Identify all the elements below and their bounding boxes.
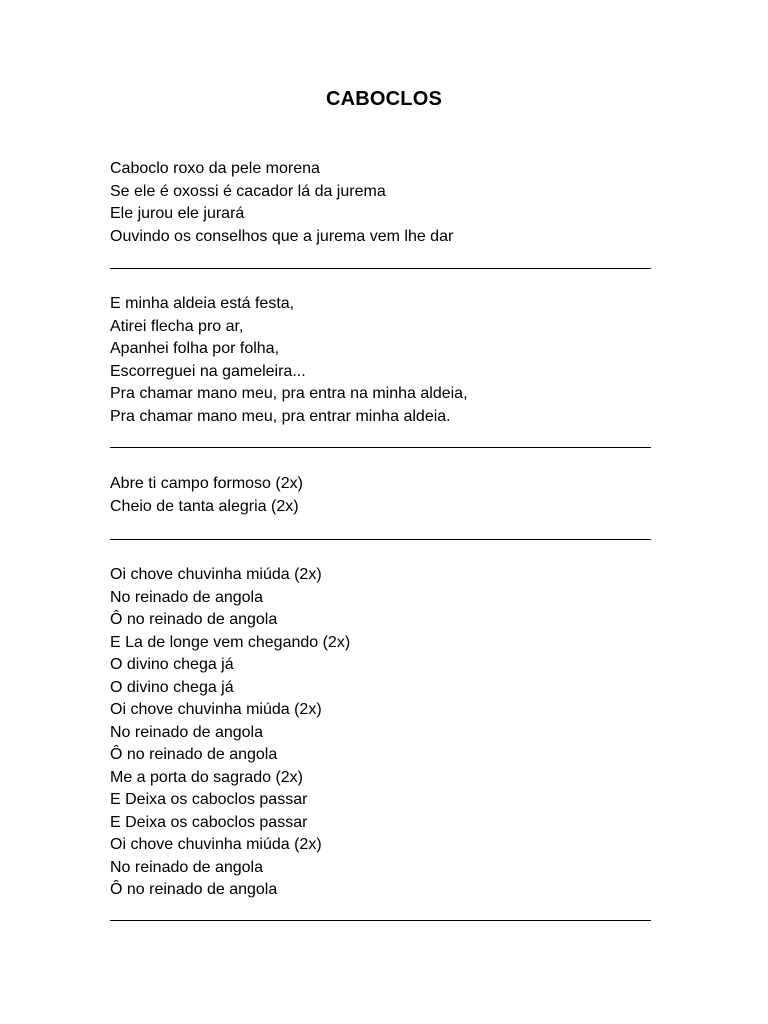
lyric-line: Atirei flecha pro ar, — [110, 317, 244, 335]
lyric-line: Me a porta do sagrado (2x) — [110, 768, 303, 786]
lyric-line: No reinado de angola — [110, 858, 264, 876]
stanza-1 — [110, 158, 670, 248]
lyric-line: Pra chamar mano meu, pra entrar minha aldeia. — [110, 407, 451, 425]
lyric-line: No reinado de angola — [110, 588, 264, 606]
section-divider — [110, 447, 651, 448]
section-divider — [110, 539, 651, 540]
lyric-line: O divino chega já — [110, 656, 234, 673]
lyric-line: Ouvindo os conselhos que a jurema vem lhe dar — [110, 227, 454, 245]
lyric-line: Caboclo roxo da pele morena — [110, 160, 320, 177]
lyric-line: Oi chove chuvinha miúda (2x) — [110, 701, 322, 718]
stanza-2 — [110, 293, 670, 428]
lyric-line: Ô no reinado de angola — [110, 611, 278, 628]
document-title: CABOCLOS — [325, 88, 443, 110]
lyric-line: Abre ti campo formoso (2x) — [110, 475, 303, 492]
lyric-line: E Deixa os caboclos passar — [110, 791, 308, 808]
lyric-line: No reinado de angola — [110, 723, 264, 741]
lyric-line: Escorreguei na gameleira... — [110, 362, 306, 380]
lyric-line: Cheio de tanta alegria (2x) — [110, 497, 299, 515]
lyric-line: Ele jurou ele jurará — [110, 205, 245, 222]
section-divider — [110, 268, 651, 269]
lyric-line: E minha aldeia está festa, — [110, 295, 295, 312]
lyric-line: Ô no reinado de angola — [110, 881, 278, 898]
lyric-line: Ô no reinado de angola — [110, 746, 278, 763]
stanza-4 — [110, 564, 670, 902]
lyric-line: Oi chove chuvinha miúda (2x) — [110, 566, 322, 583]
lyric-line: E Deixa os caboclos passar — [110, 813, 308, 831]
stanza-3 — [110, 473, 670, 518]
lyric-line: O divino chega já — [110, 678, 234, 696]
lyric-line: Apanhei folha por folha, — [110, 340, 280, 357]
section-divider — [110, 920, 651, 921]
lyric-line: Se ele é oxossi é cacador lá da jurema — [110, 182, 386, 200]
lyric-line: Oi chove chuvinha miúda (2x) — [110, 836, 322, 853]
lyric-line: Pra chamar mano meu, pra entra na minha aldeia, — [110, 385, 468, 402]
lyric-line: E La de longe vem chegando (2x) — [110, 633, 351, 651]
